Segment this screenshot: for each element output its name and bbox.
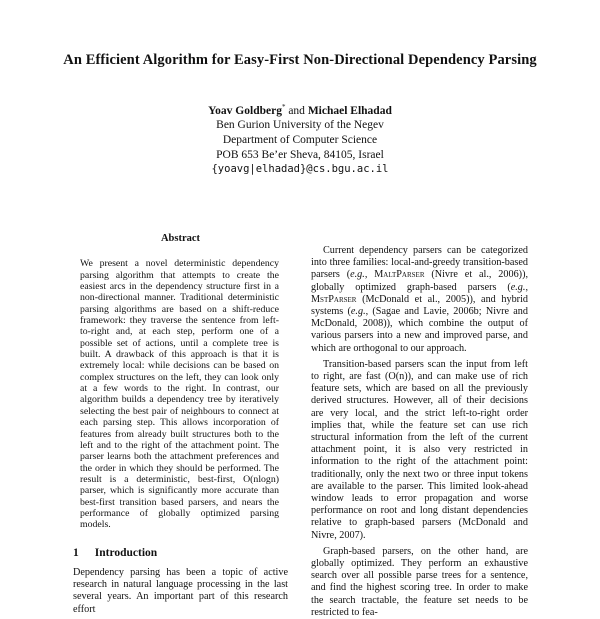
abstract-text: We present a novel deterministic dependency parsing algorithm that attempts to create the easiest arcs in the dependency structure first in a non-directional manner. Traditional deterministic parsing algorithms are based on a shift-reduce framework: they traverse the sentence from left-to-right and, at each step, perform one of a possible set of actions, until a complete tree is built. A drawback of this approach is that it is extremely local: while decisions can be based on complex structures on the left, they can look only at a few words to the right. In contrast, our algorithm builds a dependency tree by iteratively selecting the best pair of neighbours to connect at each parsing step. This allows incorporation of features from already built structures both to the left and to the right of the attachment point. The parser learns both the attachment preferences and the order in which they should be performed. The result is a deterministic, best-first, O(nlogn) parser, which is significantly more accurate than best-first transition based parsers, and nears the performance of globally optimized parsing models. — [80, 258, 279, 531]
text-run: (McDonald et al., 2005)), and hybrid systems ( — [311, 293, 528, 318]
system-name: MaltParser — [374, 269, 425, 281]
left-column — [73, 233, 288, 616]
text-run: e.g. — [350, 269, 365, 281]
text-run: Current dependency parsers can be categorized into three families: local-and-greedy transition-based parsers ( — [311, 245, 528, 281]
text-run: e.g. — [510, 281, 526, 293]
author-and: and — [288, 104, 305, 117]
paragraph-parser-families: Current dependency parsers can be categorized into three families: local-and-greedy transition-based parsers (e.g., MaltParser (Nivre et al., 2006)), globally optimized graph-based parsers (e.g., MstParser (McDonald et al., 2005)), and hybrid systems (e.g., (Sagae and Lavie, 2006b; Nivre and McDonald, 2008)), which combine the output of various parsers into a new and improved parse, and which are orthogonal to our approach. — [311, 245, 529, 354]
text-run: , (Sagae and Lavie, 2006b; Nivre and McDonald, 2008)), which combine the output of various parsers into a new and improved parse, and which are orthogonal to our approach. — [311, 306, 528, 354]
paper-title: An Efficient Algorithm for Easy-First Non-Directional Dependency Parsing — [63, 52, 537, 68]
affiliation: Ben Gurion University of the Negev — [216, 119, 384, 132]
author-1-footnote-mark: * — [281, 103, 286, 111]
author-2: Michael Elhadad — [307, 104, 392, 117]
address: POB 653 Be’er Sheva, 84105, Israel — [216, 148, 384, 161]
section-1-heading — [73, 548, 288, 559]
paragraph-transition-based: Transition-based parsers scan the input from left to right, are fast (O(n)), and can make use of rich feature sets, which are based on all the previously derived structures. However, all of their decisions are very local, and the strict left-to-right order implies that, while the feature set can use rich structural information from the left of the current attachment point, it is also very restricted in information to the right of the attachment point: traditionally, only the next two or three input tokens are available to the parser. This limited look-ahead window leads to error propagation and worse performance on root and long distant dependencies relative to graph-based parsers (McDonald and Nivre, 2007). — [311, 358, 528, 541]
section-1-title: Introduction — [94, 546, 158, 559]
author-block — [0, 100, 600, 177]
introduction-text: Dependency parsing has been a topic of active research in natural language processing in the last several years. An important part of this research effort — [73, 566, 288, 615]
department: Department of Computer Science — [222, 134, 378, 147]
system-name: MstParser — [311, 293, 357, 305]
paragraph-graph-based: Graph-based parsers, on the other hand, are globally optimized. They perform an exhaustive search over all possible parse trees for a sentence, and find the highest scoring tree. In order to make the search tractable, the feature set needs to be restricted to fea- — [311, 545, 528, 618]
text-run: e.g. — [350, 306, 366, 318]
author-1: Yoav Goldberg — [208, 104, 282, 117]
email: {yoavg|elhadad}@cs.bgu.ac.il — [211, 163, 389, 176]
text-run: (Nivre et al., 2006)), globally optimized graph-based parsers ( — [311, 269, 529, 293]
author-names — [0, 100, 600, 118]
abstract-heading: Abstract — [160, 233, 201, 244]
section-1-number: 1 — [73, 546, 79, 559]
right-column — [311, 245, 528, 619]
